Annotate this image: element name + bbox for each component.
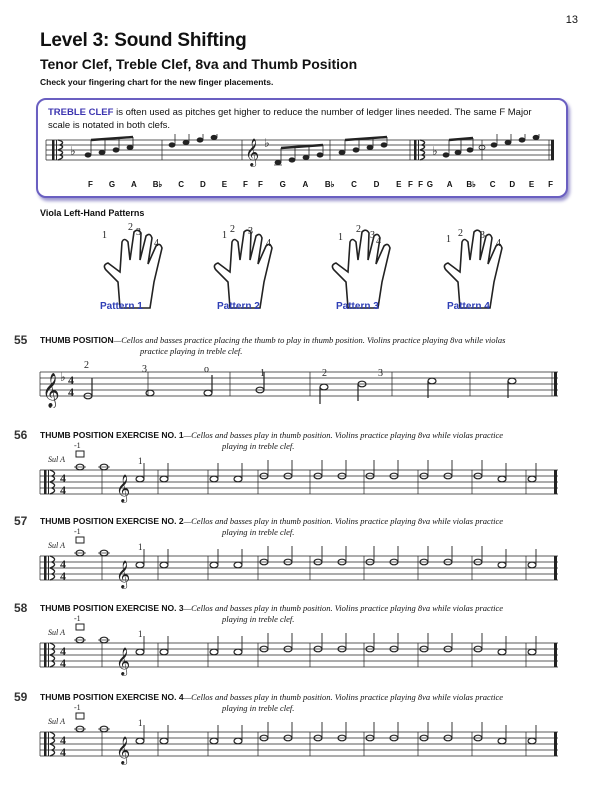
exercise-56-staff xyxy=(38,440,564,512)
svg-text:♭: ♭ xyxy=(70,144,76,158)
exercise-58-text-2: playing in treble clef. xyxy=(222,614,295,624)
pattern-1-label: Pattern 1 xyxy=(100,301,143,312)
scale-note-names-3 xyxy=(408,180,553,189)
svg-text:-1: -1 xyxy=(74,703,81,712)
note-name: F xyxy=(243,180,248,189)
note-name: F xyxy=(258,180,263,189)
note-name: D xyxy=(509,180,516,189)
exercise-59-staff xyxy=(38,702,564,774)
fingering: 2 xyxy=(84,360,89,371)
svg-text:Sul A: Sul A xyxy=(48,541,65,550)
svg-text:4: 4 xyxy=(60,745,66,759)
hand-patterns-title: Viola Left-Hand Patterns xyxy=(40,208,145,218)
treble-clef-icon: 𝄞 xyxy=(116,476,131,502)
svg-text:4: 4 xyxy=(60,733,66,747)
scale-note-names-2 xyxy=(258,180,423,189)
svg-text:Sul A: Sul A xyxy=(48,455,65,464)
svg-text:-1: -1 xyxy=(74,614,81,623)
svg-text:-1: -1 xyxy=(74,527,81,536)
exercise-55-text: —Cellos and basses practice placing the thumb to play in thumb position. Violins practice playing 8va while violas xyxy=(113,335,506,345)
pattern-3-label: Pattern 3 xyxy=(336,301,379,312)
instruction-text: Check your fingering chart for the new finger placements. xyxy=(40,77,274,87)
fingering: 3 xyxy=(378,368,383,379)
exercise-55-number: 55 xyxy=(14,333,28,347)
page-title: Level 3: Sound Shifting xyxy=(40,30,247,51)
treble-clef-description xyxy=(48,106,556,132)
svg-text:4: 4 xyxy=(266,238,271,249)
svg-text:1: 1 xyxy=(138,718,143,728)
svg-text:4: 4 xyxy=(376,236,381,247)
note-name: A xyxy=(446,180,453,189)
svg-text:1: 1 xyxy=(446,234,451,245)
note-name: E xyxy=(221,180,228,189)
note-name: C xyxy=(178,180,185,189)
exercise-56-title: THUMB POSITION EXERCISE NO. 1 xyxy=(40,430,184,440)
svg-text:4: 4 xyxy=(60,644,66,658)
svg-text:♭: ♭ xyxy=(264,136,270,150)
treble-clef-icon: 𝄞 xyxy=(116,738,131,764)
exercise-59-number: 59 xyxy=(14,690,28,704)
note-name: A xyxy=(131,180,137,189)
svg-text:1: 1 xyxy=(138,542,143,552)
note-name: B♭ xyxy=(152,180,163,189)
page-subtitle: Tenor Clef, Treble Clef, 8va and Thumb Position xyxy=(40,56,358,72)
fingering: 1 xyxy=(260,368,265,379)
svg-text:1: 1 xyxy=(222,230,227,241)
treble-clef-icon: 𝄞 xyxy=(116,649,131,675)
svg-text:2: 2 xyxy=(230,224,235,235)
svg-text:4: 4 xyxy=(60,656,66,670)
treble-clef-text: is often used as pitches get higher to reduce the number of ledger lines needed. The same F Major scale is notated in both clefs. xyxy=(48,107,532,131)
note-name: F xyxy=(88,180,93,189)
exercise-55-title: THUMB POSITION xyxy=(40,335,114,345)
treble-clef-icon: 𝄞 xyxy=(116,562,131,588)
exercise-56-text: —Cellos and basses play in thumb position. Violins practice playing 8va while violas practice xyxy=(183,430,504,440)
svg-text:♭: ♭ xyxy=(60,370,66,384)
exercise-57-staff xyxy=(38,526,564,598)
scale-note-names-1 xyxy=(88,180,248,189)
page-number: 13 xyxy=(565,14,578,26)
note-name: E xyxy=(528,180,535,189)
svg-text:3: 3 xyxy=(136,227,141,238)
fingering: o xyxy=(204,364,209,375)
note-name: B♭ xyxy=(466,180,476,189)
svg-text:1: 1 xyxy=(338,232,343,243)
pattern-2-label: Pattern 2 xyxy=(217,301,260,312)
note-name: G xyxy=(426,180,433,189)
treble-clef-icon: 𝄞 xyxy=(42,374,60,407)
svg-text:3: 3 xyxy=(248,226,253,237)
exercise-58-number: 58 xyxy=(14,601,28,615)
exercise-58-staff xyxy=(38,613,564,685)
exercise-59-text-2: playing in treble clef. xyxy=(222,703,295,713)
exercise-55-heading xyxy=(40,335,560,346)
note-name: D xyxy=(373,180,380,189)
svg-text:4: 4 xyxy=(60,471,66,485)
note-name: G xyxy=(279,180,286,189)
note-name: B♭ xyxy=(324,180,335,189)
treble-clef-info-box xyxy=(36,98,568,198)
svg-text:2: 2 xyxy=(458,228,463,239)
treble-clef-lead: TREBLE CLEF xyxy=(48,107,114,118)
exercise-55-staff xyxy=(38,356,564,408)
svg-text:Sul A: Sul A xyxy=(48,717,65,726)
note-name: C xyxy=(351,180,357,189)
note-name: F xyxy=(408,180,413,189)
svg-text:3: 3 xyxy=(370,230,375,241)
note-name: G xyxy=(108,180,116,189)
svg-text:4: 4 xyxy=(60,569,66,583)
svg-text:2: 2 xyxy=(356,224,361,235)
svg-text:1: 1 xyxy=(138,629,143,639)
svg-text:3: 3 xyxy=(480,230,485,241)
exercise-59-text: —Cellos and basses play in thumb position. Violins practice playing 8va while violas practice xyxy=(183,692,504,702)
exercise-58-text: —Cellos and basses play in thumb position. Violins practice playing 8va while violas practice xyxy=(183,603,504,613)
note-name: F xyxy=(548,180,553,189)
exercise-55-text-2: practice playing in treble clef. xyxy=(140,346,243,356)
svg-text:♭: ♭ xyxy=(432,144,438,158)
exercise-56-number: 56 xyxy=(14,428,28,442)
svg-text:2: 2 xyxy=(128,222,133,233)
svg-text:-1: -1 xyxy=(74,441,81,450)
exercise-57-number: 57 xyxy=(14,514,28,528)
svg-text:4: 4 xyxy=(60,483,66,497)
exercise-57-text: —Cellos and basses play in thumb position. Violins practice playing 8va while violas practice xyxy=(183,516,504,526)
f-major-scale-staff xyxy=(42,134,562,178)
note-name: C xyxy=(489,180,496,189)
fingering: 3 xyxy=(142,364,147,375)
svg-text:4: 4 xyxy=(68,385,74,399)
svg-text:4: 4 xyxy=(154,238,159,249)
pattern-4-label: Pattern 4 xyxy=(447,301,490,312)
exercise-58-title: THUMB POSITION EXERCISE NO. 3 xyxy=(40,603,184,613)
svg-text:4: 4 xyxy=(60,557,66,571)
note-name: F xyxy=(418,180,423,189)
svg-text:4: 4 xyxy=(68,373,74,387)
exercise-59-title: THUMB POSITION EXERCISE NO. 4 xyxy=(40,692,184,702)
exercise-56-text-2: playing in treble clef. xyxy=(222,441,295,451)
svg-text:𝄞: 𝄞 xyxy=(245,140,260,166)
fingering: 2 xyxy=(322,368,327,379)
note-name: E xyxy=(396,180,402,189)
exercise-57-text-2: playing in treble clef. xyxy=(222,527,295,537)
treble-clef-icon xyxy=(245,139,259,167)
note-name: D xyxy=(200,180,206,189)
svg-text:1: 1 xyxy=(138,456,143,466)
note-name: A xyxy=(302,180,309,189)
svg-text:4: 4 xyxy=(496,238,501,249)
svg-text:1: 1 xyxy=(102,230,107,241)
svg-text:Sul A: Sul A xyxy=(48,628,65,637)
exercise-57-title: THUMB POSITION EXERCISE NO. 2 xyxy=(40,516,184,526)
